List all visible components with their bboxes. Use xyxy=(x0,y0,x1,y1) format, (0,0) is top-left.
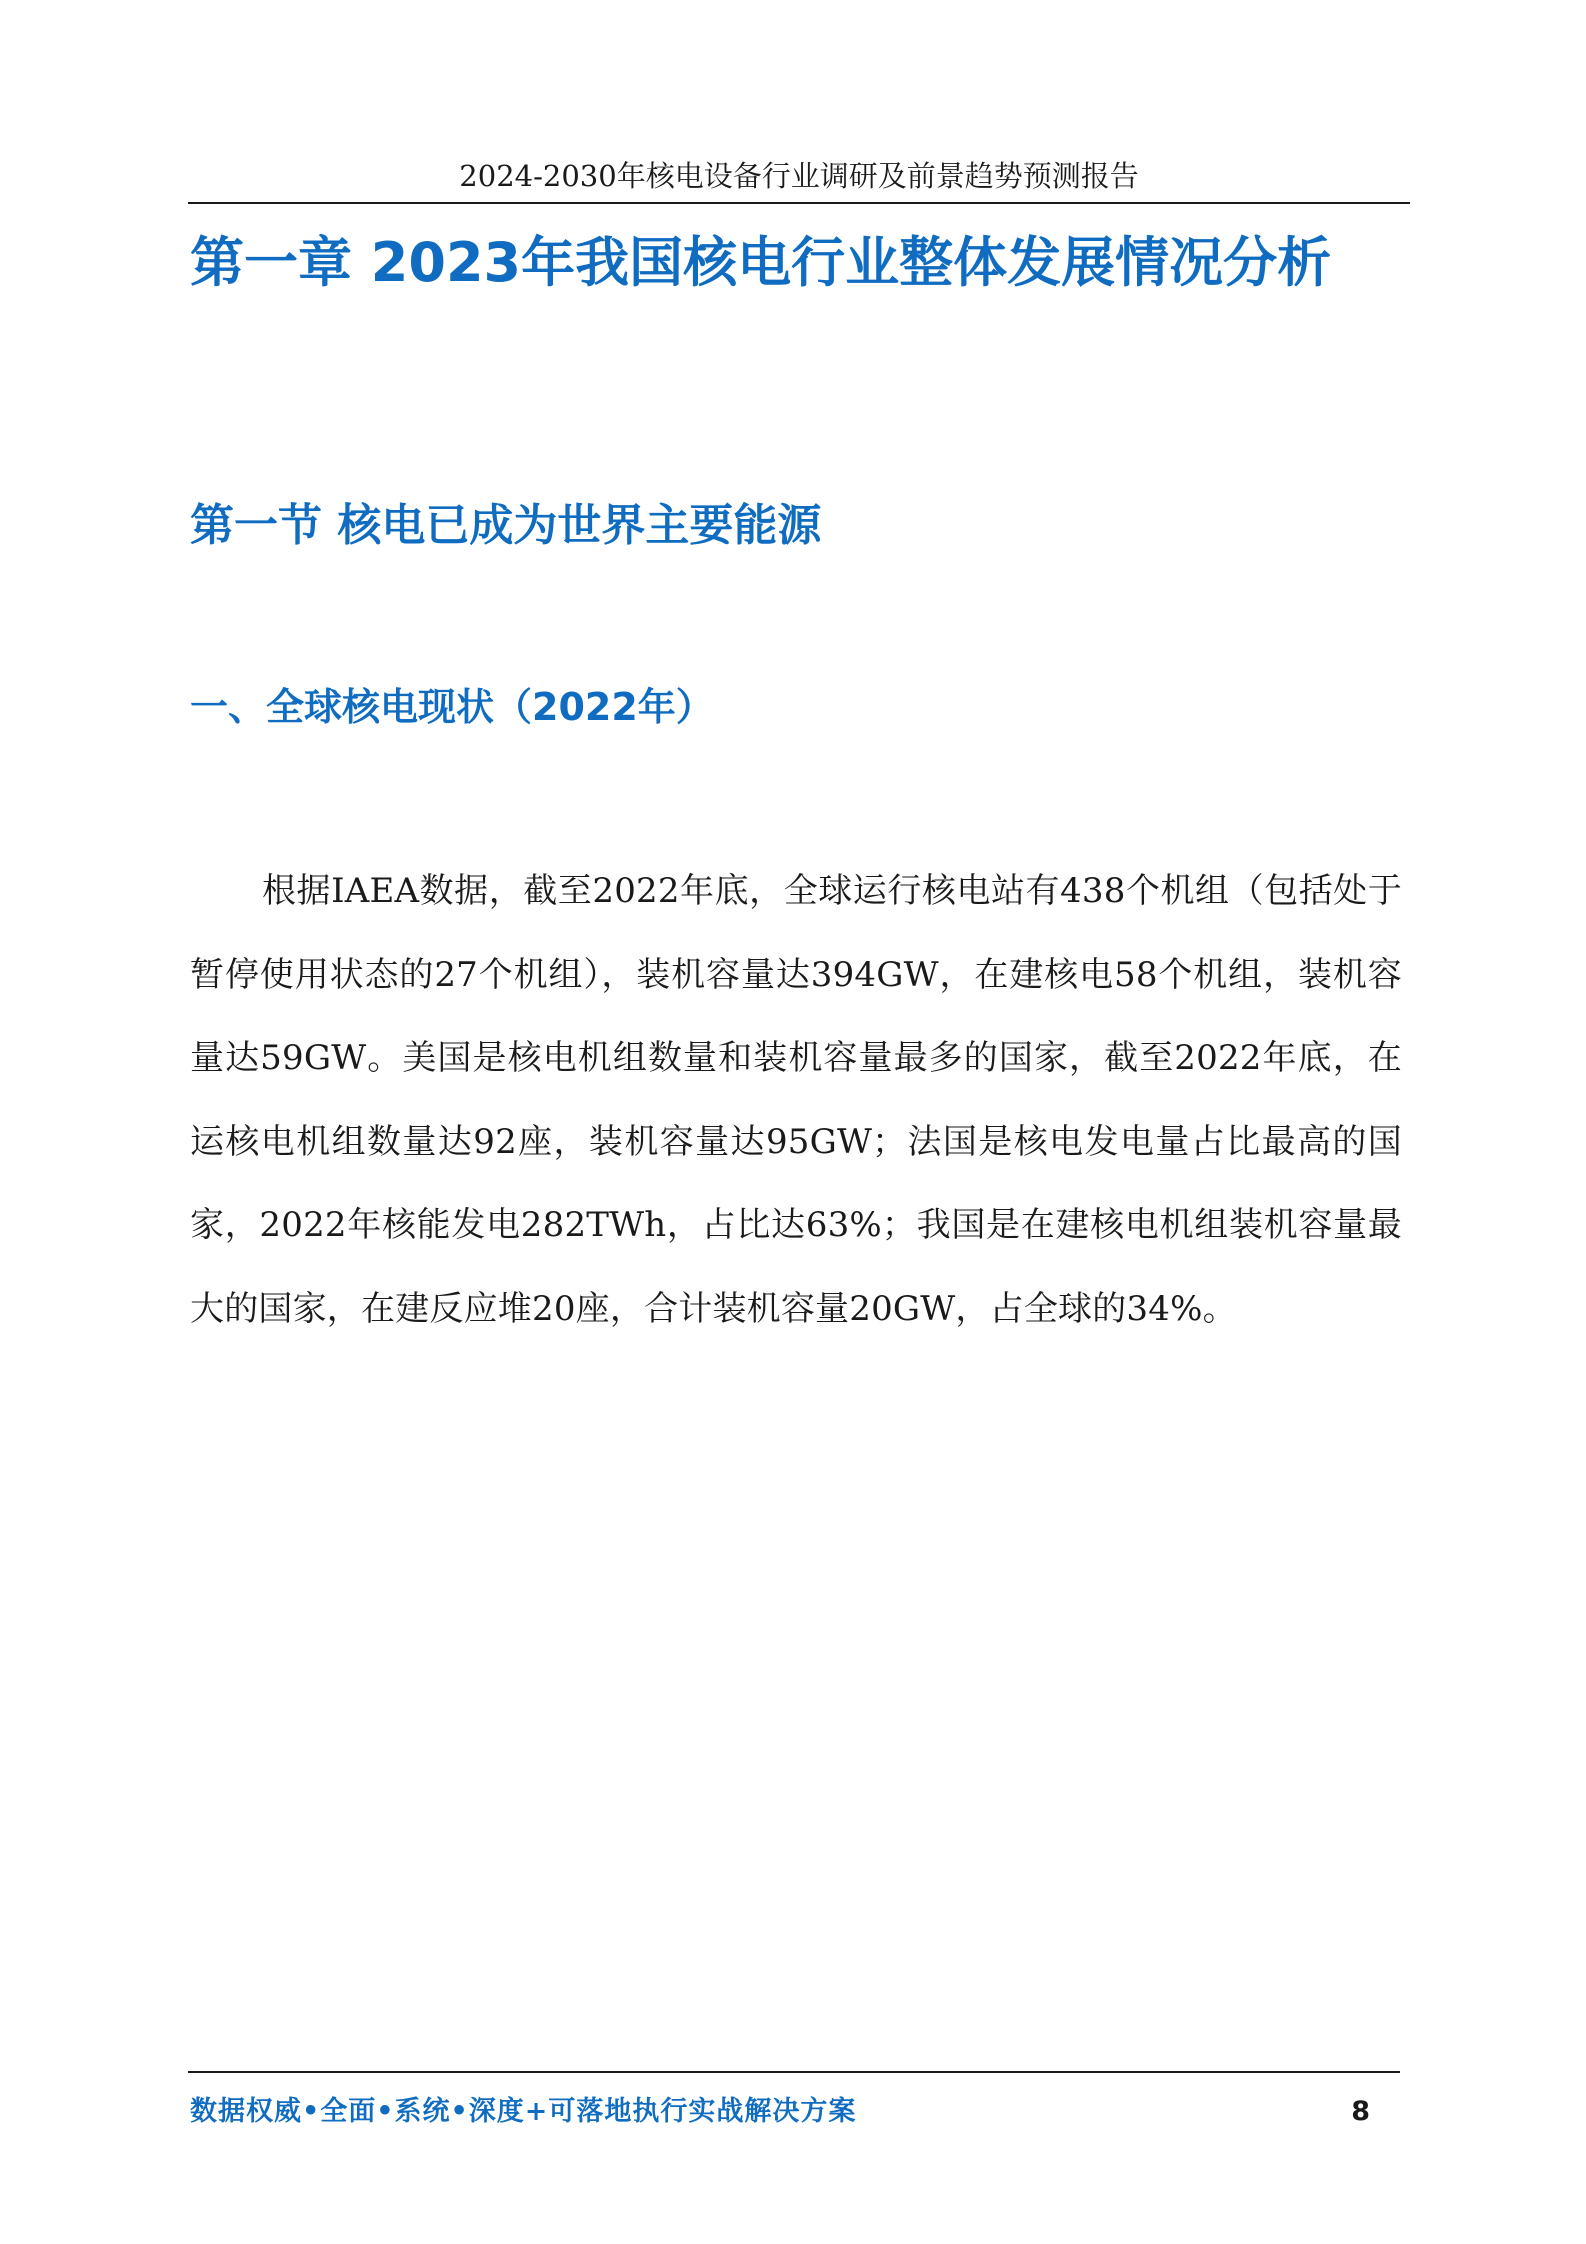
running-header-title: 2024-2030年核电设备行业调研及前景趋势预测报告 xyxy=(459,159,1139,193)
section-title: 第一节 核电已成为世界主要能源 xyxy=(190,500,822,551)
subsection-title: 一、全球核电现状（2022年） xyxy=(190,685,714,729)
footer-divider xyxy=(188,2071,1400,2073)
body-paragraph: 根据IAEA数据，截至2022年底，全球运行核电站有438个机组（包括处于暂停使用状态的27个机组），装机容量达394GW，在建核电58个机组，装机容量达59GW。美国是核电机组数量和装机容量最多的国家，截至2022年底，在运核电机组数量达92座，装机容量达95GW；法国是核电发电量占比最高的国家，2022年核能发电282TWh，占比达63%；我国是在建核电机组装机容量最大的国家，在建反应堆20座，合计装机容量20GW，占全球的34%。 xyxy=(190,871,1402,1329)
footer-slogan: 数据权威•全面•系统•深度+可落地执行实战解决方案 xyxy=(190,2096,857,2127)
chapter-title: 第一章 2023年我国核电行业整体发展情况分析 xyxy=(190,231,1332,294)
header-divider xyxy=(188,202,1410,204)
page-number: 8 xyxy=(1351,2096,1370,2127)
